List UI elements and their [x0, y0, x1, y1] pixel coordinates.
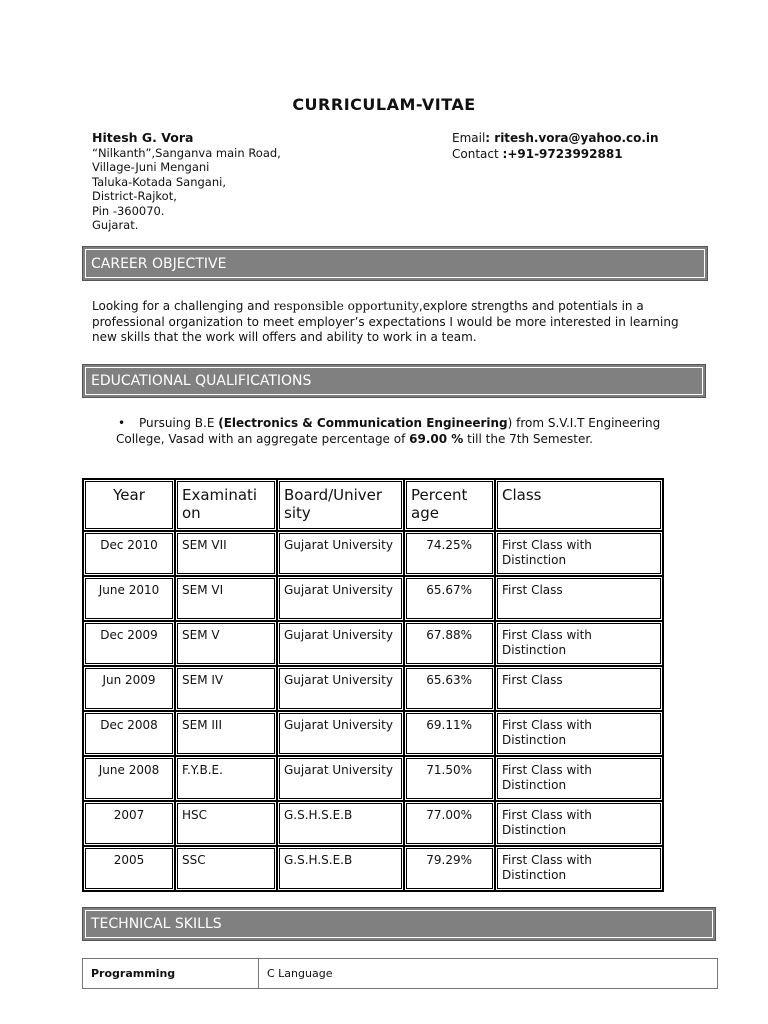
cell-examination: SEM III [175, 711, 277, 756]
cell-year: June 2008 [83, 756, 175, 801]
cell-year: 2005 [83, 846, 175, 891]
cell-class: First Class with Distinction [495, 756, 663, 801]
section-title: TECHNICAL SKILLS [91, 916, 222, 932]
table-header-row [83, 479, 663, 531]
table-row [83, 959, 718, 989]
address-line: Pin -360070. [92, 203, 165, 218]
bullet-percent: 69.00 % [409, 431, 464, 446]
cell-examination: F.Y.B.E. [175, 756, 277, 801]
cell-percentage: 69.11% [404, 711, 495, 756]
cell-class: First Class with Distinction [495, 801, 663, 846]
cell-examination: SEM V [175, 621, 277, 666]
contact-line [452, 147, 659, 163]
cell-year: Dec 2008 [83, 711, 175, 756]
cell-year: Jun 2009 [83, 666, 175, 711]
cell-board: Gujarat University [277, 576, 404, 621]
cell-board: Gujarat University [277, 711, 404, 756]
cell-class: First Class with Distinction [495, 531, 663, 576]
table-row [83, 576, 663, 621]
contact-value: :+91-9723992881 [502, 146, 623, 161]
objective-paragraph [92, 299, 682, 346]
objective-text: ,explore strengths and potentials in a professional organization to meet employer’s expectations I would be more interested in learning new skills that the work will offers and ability to work in a team. [92, 299, 679, 344]
header-board: Board/Univer sity [277, 479, 404, 531]
contact-label: Contact [452, 146, 503, 161]
cell-board: Gujarat University [277, 666, 404, 711]
table-row [83, 756, 663, 801]
section-career-objective [82, 246, 708, 281]
section-technical-skills [82, 907, 716, 941]
cell-year: June 2010 [83, 576, 175, 621]
cell-percentage: 79.29% [404, 846, 495, 891]
cell-examination: SEM IV [175, 666, 277, 711]
cell-examination: SSC [175, 846, 277, 891]
header-year: Year [83, 479, 175, 531]
objective-emphasis: responsible opportunity [273, 299, 419, 313]
address-line: District-Rajkot, [92, 189, 177, 203]
cell-percentage: 65.67% [404, 576, 495, 621]
email-value[interactable]: : ritesh.vora@yahoo.co.in [485, 131, 659, 145]
address-line: Village-Juni Mengani [92, 160, 210, 174]
cell-board: G.S.H.S.E.B [277, 846, 404, 891]
cell-percentage: 65.63% [404, 666, 495, 711]
document-title: CURRICULAM-VITAE [292, 95, 476, 114]
email-line [452, 131, 659, 147]
cell-board: Gujarat University [277, 756, 404, 801]
cell-board: G.S.H.S.E.B [277, 801, 404, 846]
table-row [83, 846, 663, 891]
cell-class: First Class with Distinction [495, 711, 663, 756]
objective-text: Looking for a challenging and [92, 299, 274, 313]
cell-year: Dec 2010 [83, 531, 175, 576]
cell-year: 2007 [83, 801, 175, 846]
table-row [83, 711, 663, 756]
email-label: Email [452, 131, 486, 145]
bullet-suffix: till the 7th Semester. [463, 431, 593, 446]
cell-class: First Class [495, 576, 663, 621]
qualifications-table [82, 478, 664, 892]
cell-percentage: 67.88% [404, 621, 495, 666]
address-line: “Nilkanth”,Sanganva main Road, [92, 145, 281, 160]
cell-percentage: 71.50% [404, 756, 495, 801]
table-row [83, 621, 663, 666]
table-row [83, 531, 663, 576]
header-examination: Examinati on [175, 479, 277, 531]
cell-class: First Class [495, 666, 663, 711]
address-line: Gujarat. [92, 218, 139, 232]
cell-examination: SEM VI [175, 576, 277, 621]
cell-percentage: 77.00% [404, 801, 495, 846]
table-row [83, 666, 663, 711]
address-line: Taluka-Kotada Sangani, [92, 174, 226, 189]
cell-examination: SEM VII [175, 531, 277, 576]
skill-value: C Language [259, 959, 718, 989]
header-class: Class [495, 479, 663, 531]
education-bullet [116, 416, 676, 447]
skill-category: Programming [83, 959, 259, 989]
section-educational-qualifications [82, 364, 706, 398]
cell-board: Gujarat University [277, 531, 404, 576]
candidate-name: Hitesh G. Vora [92, 130, 194, 145]
cell-percentage: 74.25% [404, 531, 495, 576]
section-title: EDUCATIONAL QUALIFICATIONS [91, 373, 312, 389]
cell-class: First Class with Distinction [495, 846, 663, 891]
bullet-icon: • [118, 416, 126, 430]
bullet-degree: (Electronics & Communication Engineering [218, 416, 508, 430]
cell-class: First Class with Distinction [495, 621, 663, 666]
cell-year: Dec 2009 [83, 621, 175, 666]
section-title: CAREER OBJECTIVE [91, 255, 227, 272]
contact-block [452, 131, 659, 162]
bullet-middle: ) from S.V.I.T Engineering College, Vasad with an aggregate percentage of [116, 416, 661, 446]
personal-address-block [92, 131, 281, 233]
header-percentage: Percent age [404, 479, 495, 531]
table-row [83, 801, 663, 846]
cell-examination: HSC [175, 801, 277, 846]
bullet-prefix: Pursuing B.E [139, 416, 219, 430]
skills-table [82, 958, 718, 989]
cell-board: Gujarat University [277, 621, 404, 666]
